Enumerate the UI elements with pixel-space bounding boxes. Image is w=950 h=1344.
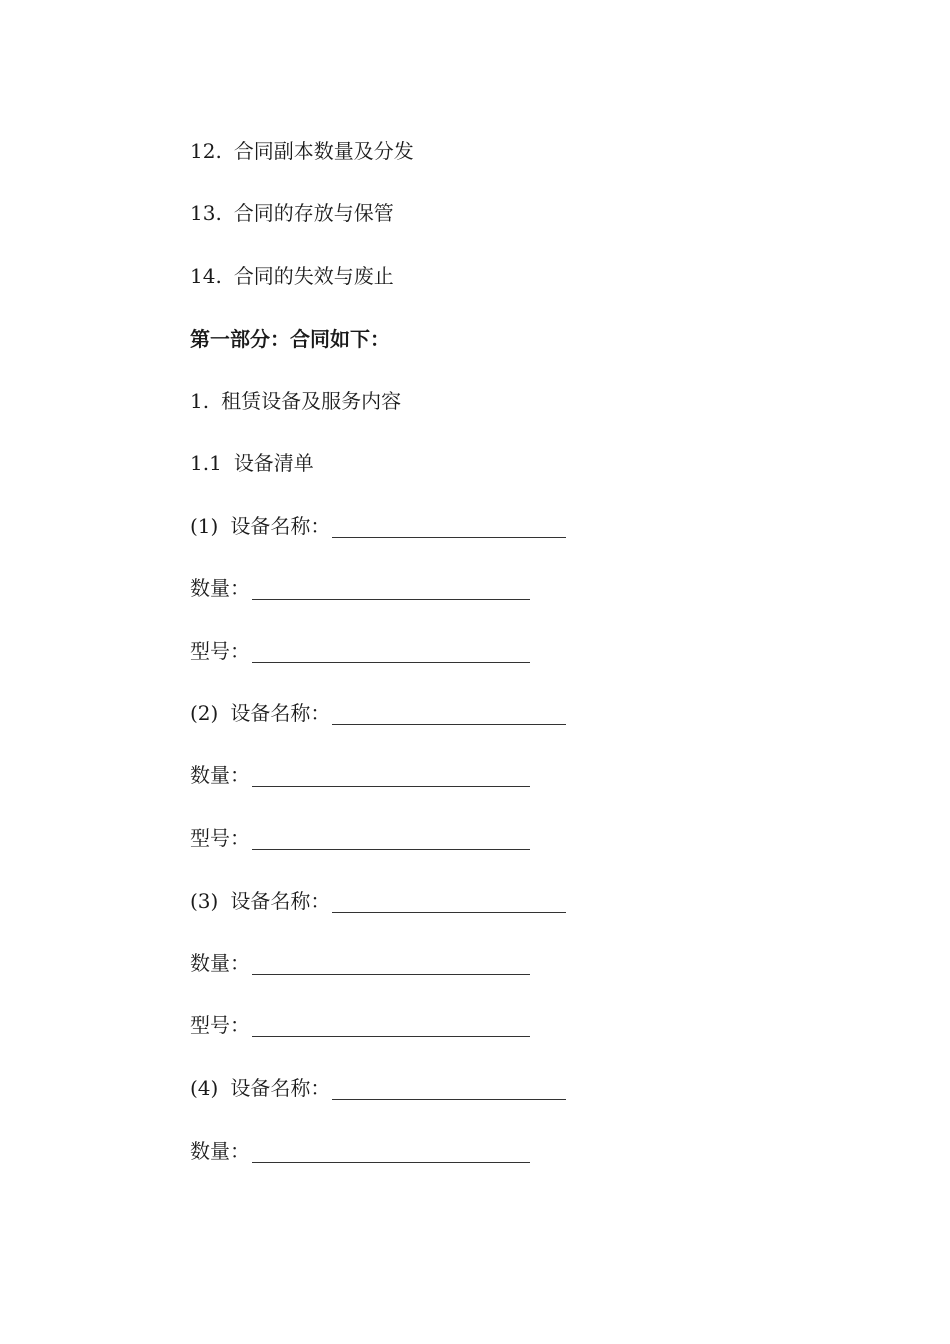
- model-blank-field[interactable]: [252, 827, 530, 850]
- model-label: 型号：: [190, 1013, 250, 1037]
- item-4-qty-row: [190, 1136, 530, 1166]
- name-label: 设备名称：: [230, 701, 331, 725]
- item-3-name-row: [190, 886, 566, 916]
- section-1-title: [190, 386, 401, 416]
- item-1-model-row: [190, 636, 530, 666]
- qty-blank-field[interactable]: [252, 764, 530, 787]
- item-2-qty-row: [190, 760, 530, 790]
- name-blank-field[interactable]: [332, 1077, 566, 1100]
- item-4-name-row: [190, 1073, 566, 1103]
- qty-label: 数量：: [190, 951, 250, 975]
- part-heading: 第一部分：合同如下：: [190, 327, 390, 351]
- toc-number: 14.: [190, 264, 222, 288]
- section-number: 1.1: [190, 451, 222, 475]
- item-number: (2): [190, 701, 219, 725]
- item-1-name-row: [190, 511, 566, 541]
- name-label: 设备名称：: [230, 514, 331, 538]
- model-label: 型号：: [190, 639, 250, 663]
- item-2-name-row: [190, 698, 566, 728]
- model-label: 型号：: [190, 826, 250, 850]
- qty-blank-field[interactable]: [252, 1140, 530, 1163]
- qty-label: 数量：: [190, 763, 250, 787]
- item-3-qty-row: [190, 948, 530, 978]
- name-blank-field[interactable]: [332, 515, 566, 538]
- item-number: (1): [190, 514, 219, 538]
- toc-text: 合同副本数量及分发: [233, 139, 414, 163]
- model-blank-field[interactable]: [252, 640, 530, 663]
- qty-blank-field[interactable]: [252, 577, 530, 600]
- section-text: 设备清单: [233, 451, 314, 475]
- toc-item-14: [190, 261, 394, 291]
- model-blank-field[interactable]: [252, 1014, 530, 1037]
- item-1-qty-row: [190, 573, 530, 603]
- toc-item-12: [190, 136, 414, 166]
- section-text: 租赁设备及服务内容: [221, 389, 402, 413]
- section-number: 1.: [190, 389, 210, 413]
- name-blank-field[interactable]: [332, 890, 566, 913]
- toc-text: 合同的失效与废止: [233, 264, 394, 288]
- toc-number: 12.: [190, 139, 222, 163]
- item-3-model-row: [190, 1010, 530, 1040]
- item-number: (3): [190, 889, 219, 913]
- item-number: (4): [190, 1076, 219, 1100]
- toc-text: 合同的存放与保管: [233, 201, 394, 225]
- toc-item-13: [190, 198, 394, 228]
- qty-blank-field[interactable]: [252, 952, 530, 975]
- section-1-1-title: [190, 448, 314, 478]
- name-label: 设备名称：: [230, 889, 331, 913]
- name-blank-field[interactable]: [332, 702, 566, 725]
- name-label: 设备名称：: [230, 1076, 331, 1100]
- toc-number: 13.: [190, 201, 222, 225]
- qty-label: 数量：: [190, 576, 250, 600]
- item-2-model-row: [190, 823, 530, 853]
- qty-label: 数量：: [190, 1139, 250, 1163]
